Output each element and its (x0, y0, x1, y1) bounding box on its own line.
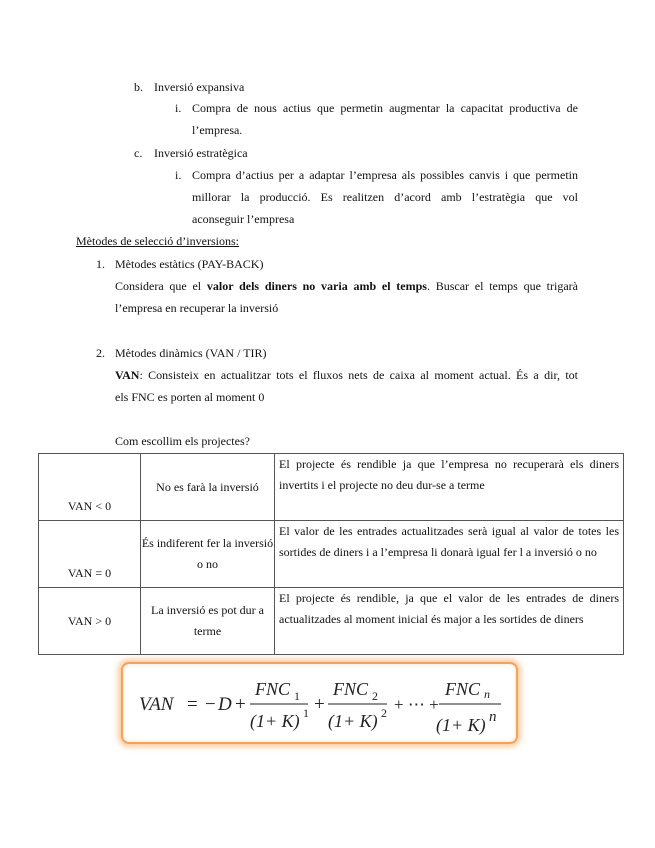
method-2-text-line2: els FNC es porten al moment 0 (115, 390, 265, 404)
formula-ellipsis: + ⋯ + (394, 695, 439, 714)
list-marker-b-i: i. (175, 101, 182, 115)
term1-numerator: FNC (255, 679, 291, 699)
condition-cell: VAN > 0 (39, 588, 141, 655)
formula-plus-2: + (314, 694, 325, 715)
section-heading: Mètodes de selecció d’inversions: (76, 234, 239, 248)
formula-d: D (218, 694, 232, 715)
explanation-cell: El projecte és rendible ja que l’empresa no recuperarà els diners invertits i el projecte no deu dur-se a terme (275, 454, 624, 521)
van-formula-box (121, 662, 518, 744)
term1-subscript: 1 (294, 689, 300, 703)
item-c-i-line3: aconseguir l’empresa (192, 212, 295, 226)
method-2-title: Mètodes dinàmics (VAN / TIR) (115, 346, 267, 360)
list-marker-c-i: i. (175, 168, 182, 182)
termn-denominator: (1+ K) (436, 715, 486, 735)
termn-numerator: FNC (445, 679, 481, 699)
formula-lhs: VAN (139, 694, 174, 715)
formula-equals: = (187, 694, 198, 715)
list-marker-c: c. (134, 146, 143, 160)
formula-minus: − (205, 694, 216, 715)
table-row (39, 454, 624, 521)
item-b-i-line2: l’empresa. (192, 123, 243, 137)
condition-cell: VAN = 0 (39, 521, 141, 588)
term2-exponent: 2 (381, 706, 387, 720)
decision-cell: La inversió es pot dur a terme (141, 588, 275, 655)
van-decision-table (38, 453, 624, 655)
method-1-marker: 1. (96, 257, 105, 271)
van-formula (123, 664, 516, 742)
question-text: Com escollim els projectes? (115, 434, 250, 448)
term1-denominator: (1+ K) (250, 711, 300, 731)
list-marker-b: b. (134, 80, 143, 94)
method-2-marker: 2. (96, 346, 105, 360)
item-b-i-line1: Compra de nous actius que permetin augmentar la capacitat productiva de (192, 101, 578, 115)
explanation-cell: El valor de les entrades actualitzades serà igual al valor de totes les sortides de diners i a l’empresa li donarà igual fer l a inversió o no (275, 521, 624, 588)
termn-subscript: n (484, 687, 490, 701)
item-c-i-line2: millorar la producció. Es realitzen d’acord amb l’estratègia que vol (192, 190, 578, 204)
decision-cell: És indiferent fer la inversió o no (141, 521, 275, 588)
decision-cell: No es farà la inversió (141, 454, 275, 521)
formula-plus-1: + (235, 694, 246, 715)
term1-exponent: 1 (303, 706, 309, 720)
method-1-text-line1: Considera que el valor dels diners no varia amb el temps. Buscar el temps que trigarà (115, 279, 578, 293)
term2-denominator: (1+ K) (328, 711, 378, 731)
item-inversio-expansiva: Inversió expansiva (154, 80, 245, 94)
item-c-i-line1: Compra d’actius per a adaptar l’empresa als possibles canvis i que permetin (192, 168, 578, 182)
term2-numerator: FNC (333, 679, 369, 699)
table-row (39, 588, 624, 655)
term2-subscript: 2 (372, 689, 378, 703)
method-1-title: Mètodes estàtics (PAY-BACK) (115, 257, 264, 271)
termn-exponent: n (489, 709, 497, 725)
method-2-text-line1: VAN: Consisteix en actualitzar tots el fluxos nets de caixa al moment actual. És a dir, tot (115, 368, 578, 382)
item-inversio-estrategica: Inversió estratègica (154, 146, 248, 160)
condition-cell: VAN < 0 (39, 454, 141, 521)
method-1-text-line2: l’empresa en recuperar la inversió (115, 301, 279, 315)
table-row (39, 521, 624, 588)
explanation-cell: El projecte és rendible, ja que el valor de les entrades de diners actualitzades al moment inicial és major a les sortides de diners (275, 588, 624, 655)
